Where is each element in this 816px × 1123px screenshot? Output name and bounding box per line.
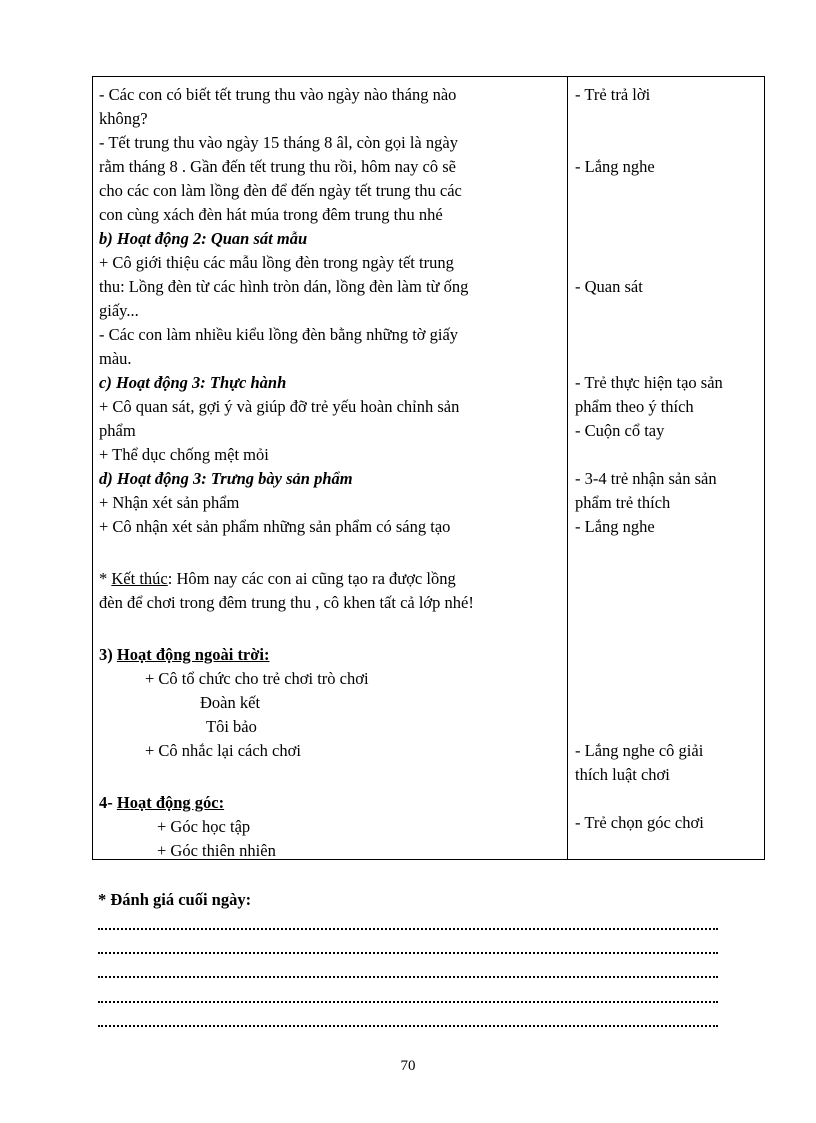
evaluation-dotted-line[interactable] — [98, 976, 718, 978]
activity-display-heading: d) Hoạt động 3: Trưng bày sản phẩm — [99, 469, 353, 488]
evaluation-dotted-line[interactable] — [98, 928, 718, 930]
left-line: không? — [99, 109, 148, 128]
right-line: - Trẻ chọn góc chơi — [575, 813, 704, 832]
corner-label: Hoạt động góc: — [116, 793, 225, 812]
conclusion-label: Kết thúc — [111, 569, 168, 588]
right-line: - Lắng nghe — [575, 517, 655, 536]
right-line: phẩm trẻ thích — [575, 493, 671, 512]
game-name: Tôi bảo — [206, 717, 257, 736]
left-line: - Tết trung thu vào ngày 15 tháng 8 âl, còn gọi là ngày — [99, 133, 458, 152]
left-line: phẩm — [99, 421, 136, 440]
left-line: - Các con làm nhiều kiểu lồng đèn bằng những tờ giấy — [99, 325, 459, 344]
left-line: cho các con làm lồng đèn để đến ngày tết trung thu các — [99, 181, 462, 200]
left-line: + Nhận xét sản phẩm — [99, 493, 240, 512]
evaluation-dotted-line[interactable] — [98, 1001, 718, 1003]
right-line: phẩm theo ý thích — [575, 397, 694, 416]
left-line: - Các con có biết tết trung thu vào ngày nào tháng nào — [99, 85, 457, 104]
corner-heading — [99, 791, 224, 815]
evaluation-title: * Đánh giá cuối ngày: — [98, 890, 252, 909]
left-line: rằm tháng 8 . Gần đến tết trung thu rồi, hôm nay cô sẽ — [99, 157, 456, 176]
left-line: + Thể dục chống mệt mỏi — [99, 445, 269, 464]
right-line: - Quan sát — [575, 277, 643, 296]
conclusion-line — [99, 567, 456, 591]
corner-number: 4- — [99, 793, 117, 812]
conclusion-bullet: * — [99, 569, 112, 588]
evaluation-dotted-line[interactable] — [98, 952, 718, 954]
left-line: màu. — [99, 349, 132, 368]
left-line: + Cô tổ chức cho trẻ chơi trò chơi — [145, 669, 369, 688]
left-line: + Cô nhận xét sản phẩm những sản phẩm có sáng tạo — [99, 517, 451, 536]
left-line: giấy... — [99, 301, 139, 320]
outdoor-number: 3) — [99, 645, 117, 664]
activity-2-heading: b) Hoạt động 2: Quan sát mẫu — [99, 229, 308, 248]
left-line: đèn để chơi trong đêm trung thu , cô khen tất cả lớp nhé! — [99, 593, 474, 612]
evaluation-dotted-line[interactable] — [98, 1025, 718, 1027]
right-line: - Trẻ thực hiện tạo sản — [575, 373, 723, 392]
right-line: - Trẻ trả lời — [575, 85, 651, 104]
conclusion-text: : Hôm nay các con ai cũng tạo ra được lồng — [167, 569, 456, 588]
right-line: - Lắng nghe — [575, 157, 655, 176]
left-line: + Góc thiên nhiên — [157, 841, 276, 860]
right-line: - Cuộn cổ tay — [575, 421, 665, 440]
left-line: con cùng xách đèn hát múa trong đêm trung thu nhé — [99, 205, 443, 224]
right-line: - Lắng nghe cô giải — [575, 741, 704, 760]
right-line: thích luật chơi — [575, 765, 670, 784]
left-line: + Cô quan sát, gợi ý và giúp đỡ trẻ yếu hoàn chỉnh sản — [99, 397, 460, 416]
left-line: thu: Lồng đèn từ các hình tròn dán, lồng đèn làm từ ống — [99, 277, 469, 296]
outdoor-heading — [99, 643, 269, 667]
page-number: 70 — [400, 1058, 416, 1074]
activity-3-heading: c) Hoạt động 3: Thực hành — [99, 373, 287, 392]
left-line: + Cô giới thiệu các mẫu lồng đèn trong ngày tết trung — [99, 253, 454, 272]
left-line: + Góc học tập — [157, 817, 251, 836]
right-line: - 3-4 trẻ nhận sản sản — [575, 469, 717, 488]
game-name: Đoàn kết — [200, 693, 261, 712]
outdoor-label: Hoạt động ngoài trời: — [116, 645, 270, 664]
left-line: + Cô nhắc lại cách chơi — [145, 741, 301, 760]
column-divider — [567, 77, 568, 859]
activity-table — [92, 76, 765, 860]
